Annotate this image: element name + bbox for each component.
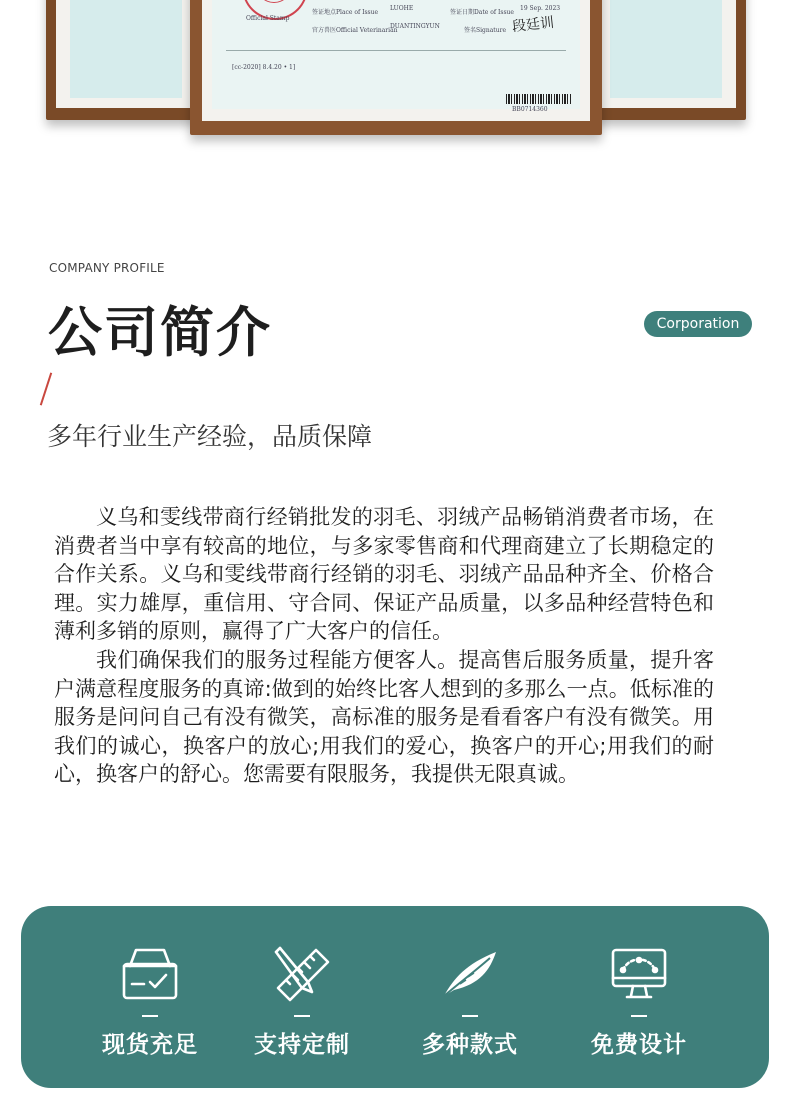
corporation-badge: Corporation xyxy=(644,311,752,337)
official-stamp-label: Official Stamp xyxy=(246,15,290,22)
veterinarian-label: 官方兽医Official Veterinarian xyxy=(312,27,398,34)
page-subtitle: 多年行业生产经验，品质保障 xyxy=(47,422,373,451)
feature-label: 现货充足 xyxy=(102,1032,198,1058)
feature-label: 免费设计 xyxy=(591,1032,687,1058)
place-of-issue-label: 签证地点Place of Issue xyxy=(312,9,379,16)
feature-label: 多种款式 xyxy=(422,1032,518,1058)
feature-divider xyxy=(462,1015,478,1017)
box-check-icon xyxy=(120,944,180,1004)
section-eyebrow: COMPANY PROFILE xyxy=(49,261,165,275)
feature-label: 支持定制 xyxy=(254,1032,350,1058)
certificate-frames xyxy=(0,0,790,150)
feature-customization xyxy=(222,906,382,1088)
company-description xyxy=(54,503,714,789)
official-signature: 段廷训 xyxy=(511,14,555,36)
date-of-issue-label: 签证日期Date of Issue xyxy=(450,9,514,16)
certificate-frame-right xyxy=(586,0,746,120)
form-code: [cc-2020] 8.4.20 • 1] xyxy=(232,64,296,71)
feature-styles xyxy=(390,906,550,1088)
feather-icon xyxy=(440,944,500,1004)
certificate-paper xyxy=(212,0,580,113)
place-of-issue-value: LUOHE xyxy=(390,5,414,12)
feature-divider xyxy=(142,1015,158,1017)
feature-in-stock xyxy=(70,906,230,1088)
ruler-pencil-icon xyxy=(272,944,332,1004)
accent-slash xyxy=(40,373,52,406)
features-panel xyxy=(21,906,769,1088)
serial-number: BB0714360 xyxy=(512,106,548,113)
monitor-design-icon xyxy=(609,944,669,1004)
feature-divider xyxy=(631,1015,647,1017)
description-paragraph: 义乌和雯线带商行经销批发的羽毛、羽绒产品畅销消费者市场，在消费者当中享有较高的地位，与多家零售商和代理商建立了长期稳定的合作关系。义乌和雯线带商行经销的羽毛、羽绒产品品种齐全、价格合理。实力雄厚，重信用、守合同、保证产品质量，以多品种经营特色和薄利多销的原则，赢得了广大客户的信任。 xyxy=(54,505,714,644)
barcode xyxy=(506,94,572,104)
signature-label: 签名Signature xyxy=(464,27,507,34)
certificate-frame-main xyxy=(190,0,602,135)
feature-free-design xyxy=(559,906,719,1088)
description-paragraph: 我们确保我们的服务过程能方便客人。提高售后服务质量，提升客户满意程度服务的真谛:做到的始终比客人想到的多那么一点。低标准的服务是问问自己有没有微笑，高标准的服务是看看客户有没有微笑。用我们的诚心，换客户的放心;用我们的爱心，换客户的开心;用我们的耐心，换客户的舒心。您需要有限服务，我提供无限真诚。 xyxy=(54,647,714,787)
veterinarian-value: DUANTINGYUN xyxy=(390,23,440,30)
feature-divider xyxy=(294,1015,310,1017)
page-title: 公司简介 xyxy=(48,301,272,364)
certificate-frame-left xyxy=(46,0,206,120)
date-of-issue-value: 19 Sep. 2023 xyxy=(520,5,561,12)
